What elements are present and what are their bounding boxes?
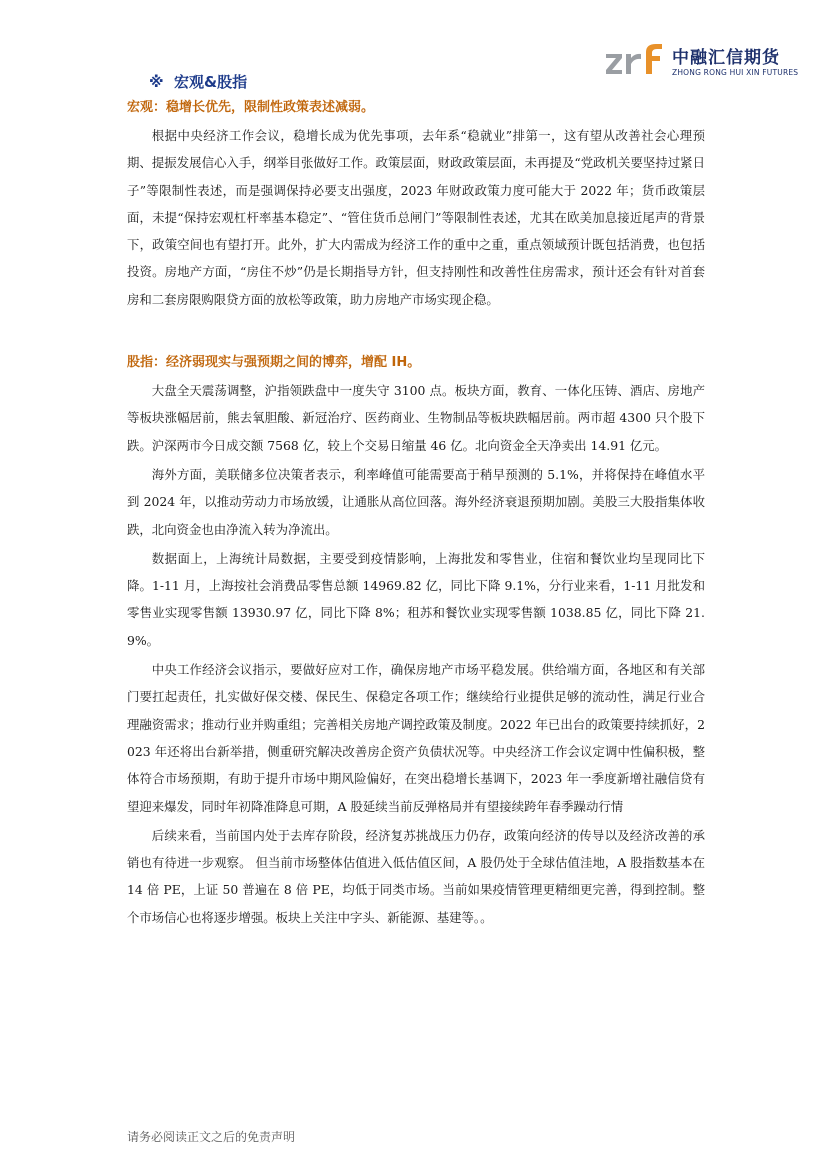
index-paragraph-1: 大盘全天震荡调整，沪指领跌盘中一度失守 3100 点。板块方面，教育、一体化压铸、酒店、房地产等板块涨幅居前，熊去氧胆酸、新冠治疗、医药商业、生物制品等板块跌幅居前。两市超 4300 只个股下跌。沪深两市今日成交额 7568 亿，较上个交易日缩量 46 亿。北向资金全天净卖出 14.91 亿元。 xyxy=(127,383,705,453)
index-paragraph-4: 中央工作经济会议指示，要做好应对工作，确保房地产市场平稳发展。供给端方面，各地区和有关部门要扛起责任，扎实做好保交楼、保民生、保稳定各项工作；继续给行业提供足够的流动性，满足行业合理融资需求；推动行业并购重组；完善相关房地产调控政策及制度。2022 年已出台的政策要持续抓好，2023 年还将出台新举措，侧重研究解决改善房企资产负债状况等。中央经济工作会议定调中性偏积极，整体符合市场预期，有助于提升市场中期风险偏好，在突出稳增长基调下，2023 年一季度新增社融信贷有望迎来爆发，同时年初降准降息可期，A 股延续当前反弹格局并有望接续跨年春季躁动行情 xyxy=(127,662,705,814)
disclaimer-footer: 请务必阅读正文之后的免责声明 xyxy=(127,1130,296,1144)
section-title-text: 宏观&股指 xyxy=(174,73,248,91)
macro-heading: 宏观：稳增长优先，限制性政策表述减弱。 xyxy=(127,100,375,115)
index-paragraph-5: 后续来看，当前国内处于去库存阶段，经济复苏挑战压力仍存，政策向经济的传导以及经济改善的承销也有待进一步观察。 但当前市场整体估值进入低估值区间，A 股仍处于全球估值洼地，A 股指数基本在 14 倍 PE，上证 50 普遍在 8 倍 PE，均低于同类市场。当前如果疫情管理更精细更完善，得到控制。整个市场信心也将逐步增强。板块上关注中字头、新能源、基建等。。 xyxy=(127,827,705,925)
index-paragraph-3: 数据面上，上海统计局数据，主要受到疫情影响，上海批发和零售业，住宿和餐饮业均呈现同比下降。1-11 月，上海按社会消费品零售总额 14969.82 亿，同比下降 9.1%，分行业来看，1-11 月批发和零售业实现零售额 13930.97 亿，同比下降 8%；租苏和餐饮业实现零售额 1038.85 亿，同比下降 21.9%。 xyxy=(127,550,705,648)
report-body xyxy=(127,70,705,931)
section-marker: ※ xyxy=(149,73,164,91)
section-spacer xyxy=(127,313,705,351)
index-heading: 股指：经济弱现实与强预期之间的博弈，增配 IH。 xyxy=(127,355,421,371)
logo-chinese-name: 中融汇信期货 xyxy=(672,48,780,68)
section-title xyxy=(149,70,705,94)
logo-english-name: ZHONG RONG HUI XIN FUTURES xyxy=(672,68,799,77)
index-paragraph-2: 海外方面，美联储多位决策者表示，利率峰值可能需要高于稍早预测的 5.1%，并将保持在峰值水平到 2024 年，以推动劳动力市场放缓，让通胀从高位回落。海外经济衰退预期加剧。美股三大股指集体收跌，北向资金也由净流入转为净流出。 xyxy=(127,466,705,537)
macro-paragraph: 根据中央经济工作会议，稳增长成为优先事项，去年系“稳就业”排第一，这有望从改善社会心理预期、提振发展信心入手，纲举目张做好工作。政策层面，财政政策层面，未再提及“党政机关要坚持过紧日子”等限制性表述，而是强调保持必要支出强度，2023 年财政政策力度可能大于 2022 年；货币政策层面，未提“保持宏观杠杆率基本稳定”、“管住货币总闸门”等限制性表述，尤其在欧美加息接近尾声的背景下，政策空间也有望打开。此外，扩大内需成为经济工作的重中之重，重点领域预计既包括消费，也包括投资。房地产方面，“房住不炒”仍是长期指导方针，但支持刚性和改善性住房需求，预计还会有针对首套房和二套房限购限贷方面的放松等政策，助力房地产市场实现企稳。 xyxy=(127,128,705,307)
